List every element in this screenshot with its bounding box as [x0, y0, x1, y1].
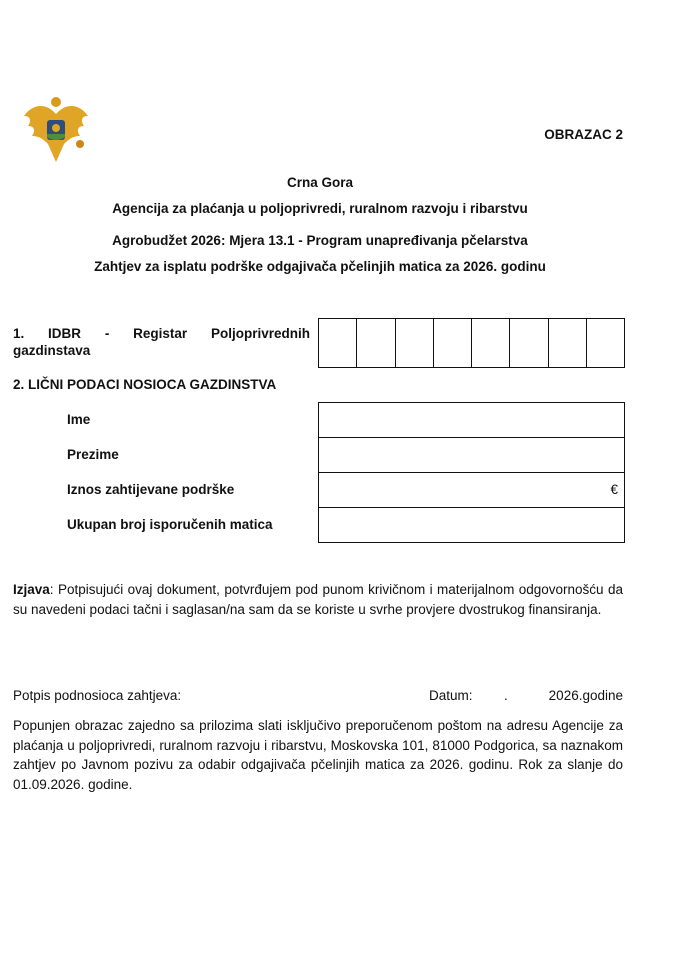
statement-title: Izjava [13, 582, 50, 597]
idbr-label: 1. IDBR - Registar Poljoprivrednih gazdinstava [13, 326, 310, 358]
idbr-cell[interactable] [549, 319, 587, 367]
date-suffix: 2026.godine [548, 688, 623, 703]
idbr-cell[interactable] [434, 319, 472, 367]
date-label: Datum: [429, 688, 473, 703]
iznos-field[interactable] [319, 473, 624, 508]
country-title: Crna Gora [286, 175, 354, 190]
section2-heading: 2. LIČNI PODACI NOSIOCA GAZDINSTVA [13, 377, 277, 392]
idbr-input-grid[interactable] [318, 318, 625, 368]
program-title: Agrobudžet 2026: Mjera 13.1 - Program unapređivanja pčelarstva [112, 233, 528, 248]
signature-label: Potpis podnosioca zahtjeva: [13, 688, 182, 703]
ime-field[interactable] [319, 403, 624, 438]
broj-matica-field[interactable] [319, 508, 624, 542]
date-dot: . [504, 688, 508, 703]
ime-label: Ime [67, 412, 91, 427]
prezime-field[interactable] [319, 438, 624, 473]
idbr-cell[interactable] [357, 319, 395, 367]
idbr-cell[interactable] [396, 319, 434, 367]
idbr-cell[interactable] [472, 319, 510, 367]
personal-data-table [318, 402, 625, 543]
statement-paragraph [13, 580, 623, 619]
form-number: OBRAZAC 2 [544, 127, 623, 142]
statement-text: : Potpisujući ovaj dokument, potvrđujem pod punom krivičnom i materijalnom odgovornošću da su navedeni podaci tačni i saglasan/na sam da se koriste u svrhe provjere dvostrukog finansiranja. [13, 582, 623, 617]
prezime-label: Prezime [67, 447, 119, 462]
agency-title: Agencija za plaćanja u poljoprivredi, ruralnom razvoju i ribarstvu [112, 201, 528, 216]
idbr-cell[interactable] [510, 319, 548, 367]
idbr-cell[interactable] [319, 319, 357, 367]
request-title: Zahtjev za isplatu podrške odgajivača pčelinjih matica za 2026. godinu [94, 259, 546, 274]
euro-suffix: € [610, 482, 618, 497]
footer-instructions: Popunjen obrazac zajedno sa prilozima slati isključivo preporučenom poštom na adresu Agencije za plaćanja u poljoprivredi, ruralnom razvoju i ribarstvu, Moskovska 101, 81000 Podgorica, sa naznakom zahtjev po Javnom pozivu za odabir odgajivača pčelinjih matica za 2026. godinu. Rok za slanje do 01.09.2026. godine. [13, 718, 623, 792]
iznos-label: Iznos zahtijevane podrške [67, 482, 235, 497]
idbr-cell[interactable] [587, 319, 624, 367]
coat-of-arms-logo [20, 94, 92, 166]
broj-matica-label: Ukupan broj isporučenih matica [67, 517, 273, 532]
